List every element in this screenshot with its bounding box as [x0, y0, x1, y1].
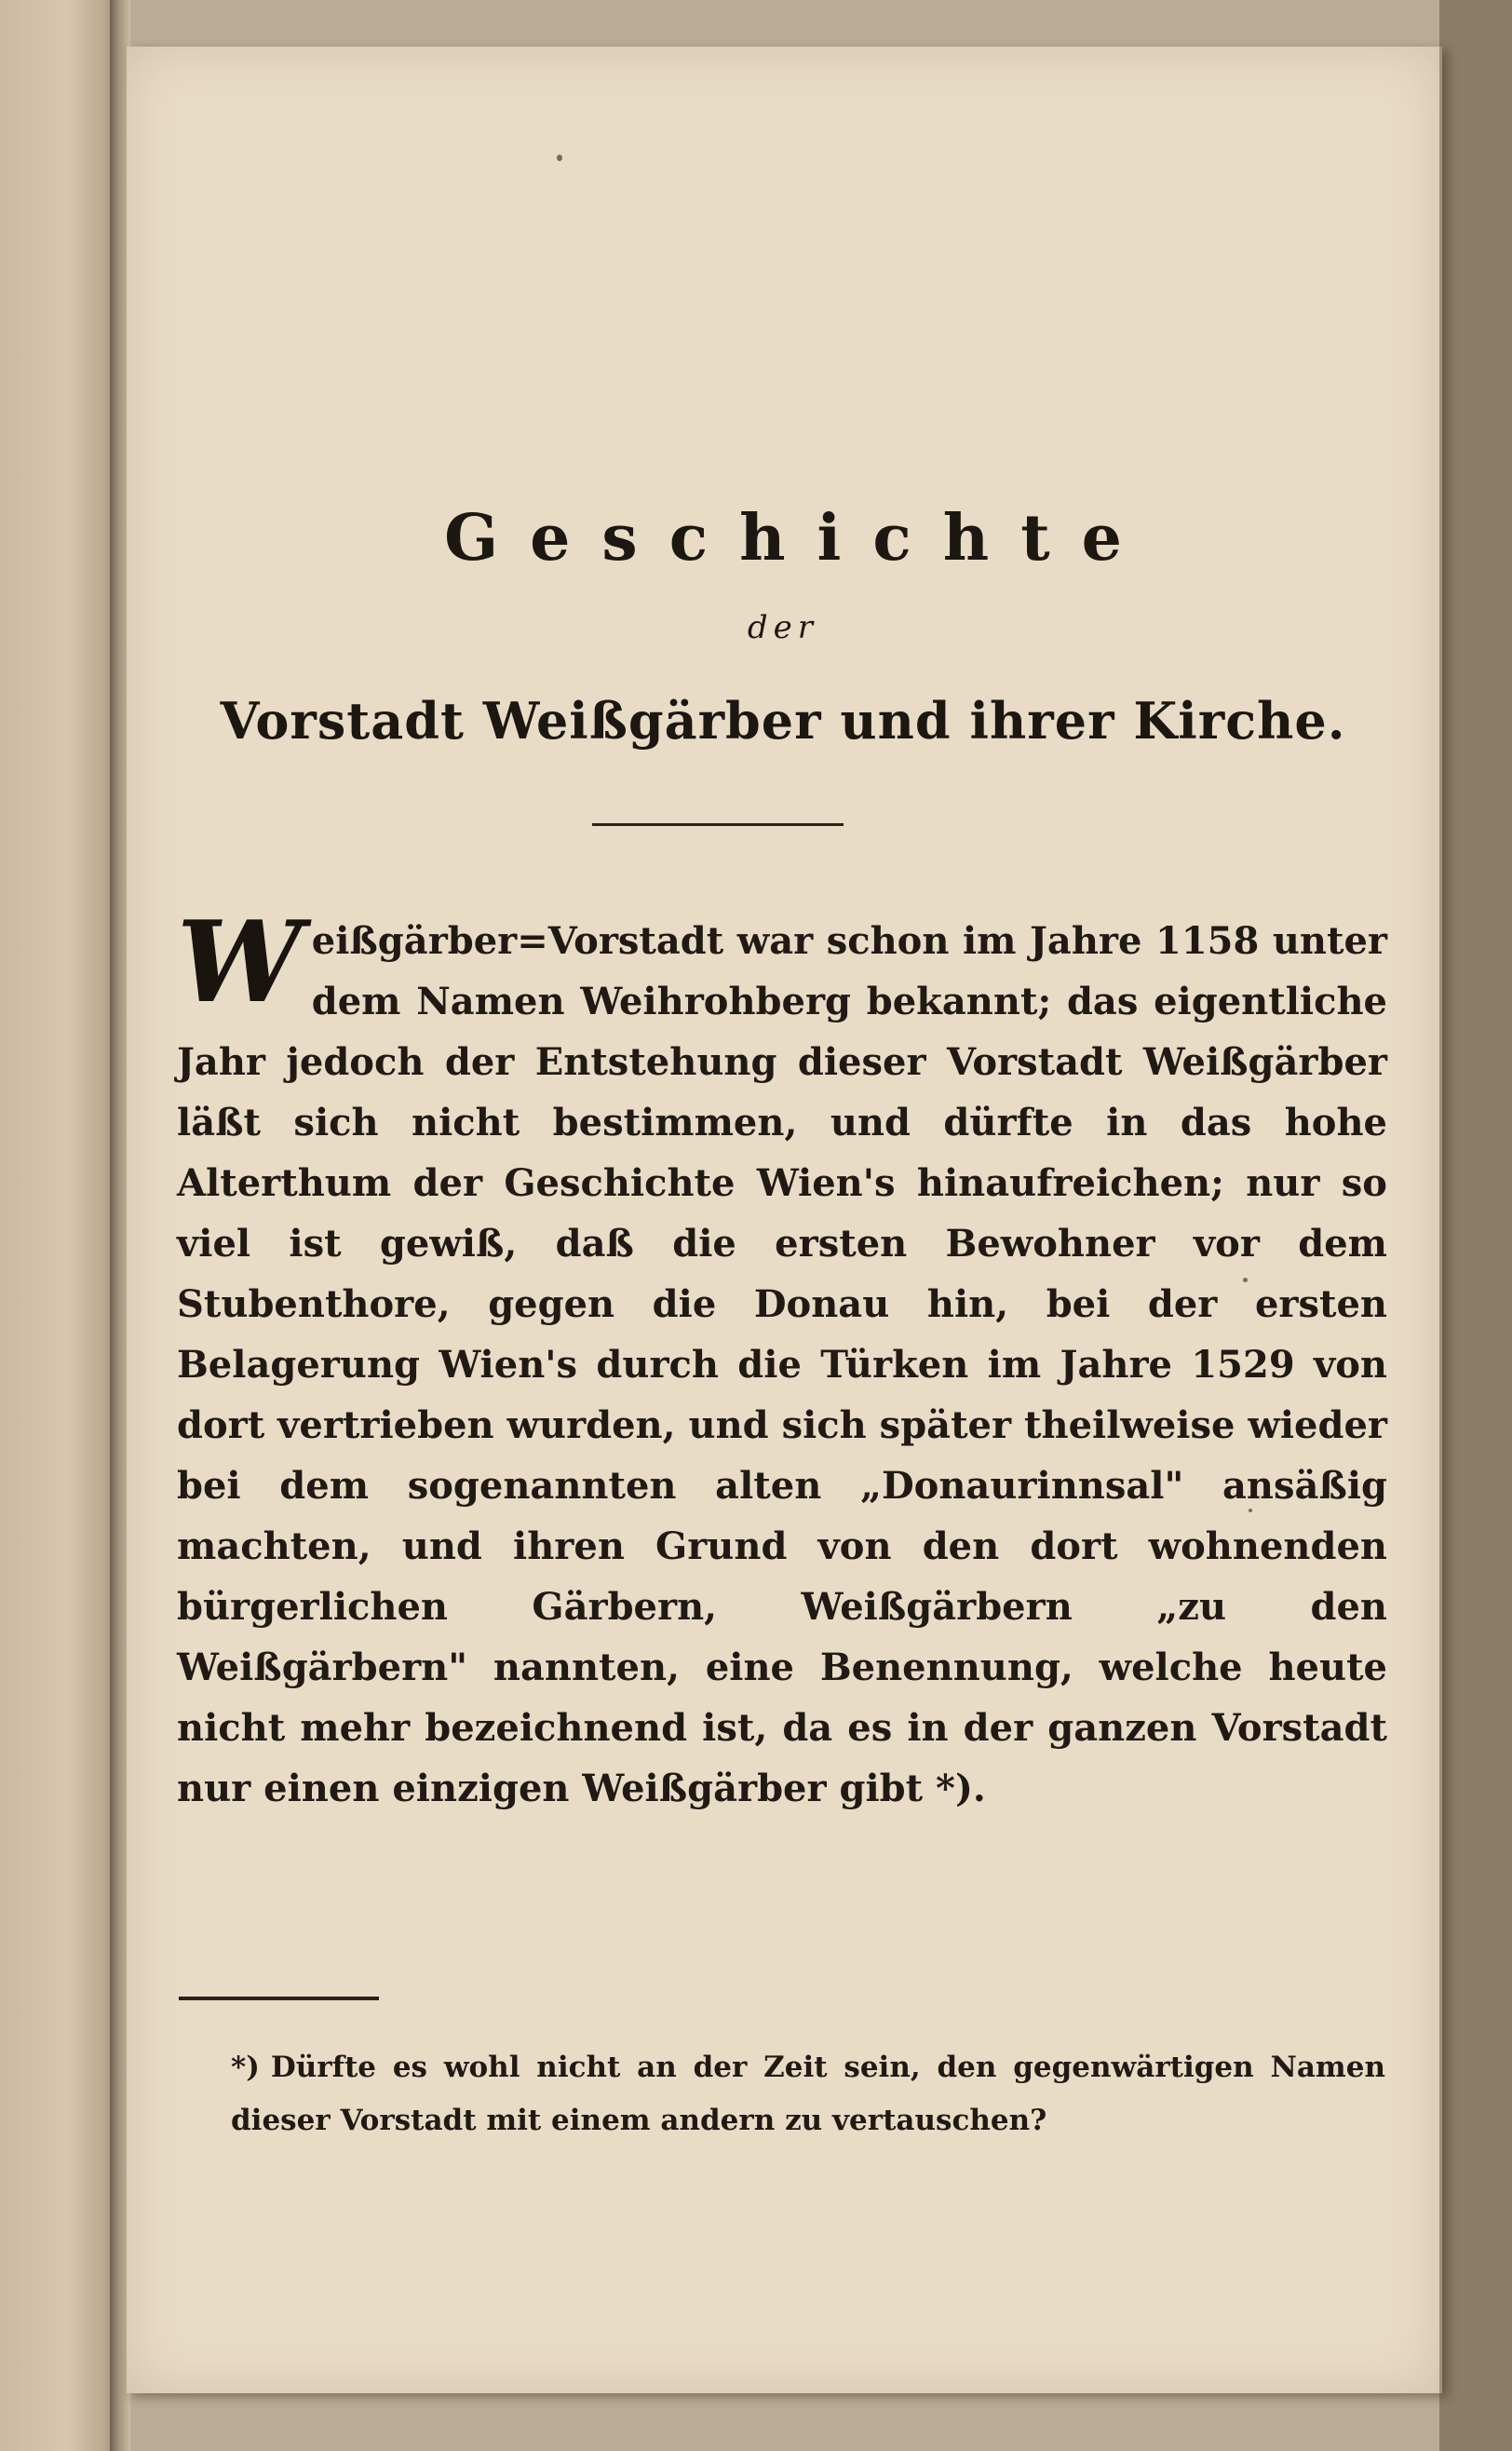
footnote — [231, 2041, 1385, 2147]
footnote-divider — [179, 1997, 379, 2000]
drop-cap: W — [177, 897, 303, 1028]
scan-background — [1439, 0, 1512, 2451]
body-text: eißgärber=Vorstadt war schon im Jahre 1158 unter dem Namen Weihrohberg bekannt; das eigentliche Jahr jedoch der Entstehung dieser Vorstadt Weißgärber läßt sich nicht bestimmen, und dürfte in das hohe Alterthum der Geschichte Wien's hinaufreichen; nur so viel ist gewiß, daß die ersten Bewohner vor dem Stubenthore, gegen die Donau hin, bei der ersten Belagerung Wien's durch die Türken im Jahre 1529 von dort vertrieben wurden, und sich später theilweise wieder bei dem sogenannten alten „Donaurinnsal" ansäßig machten, und ihren Grund von den dort wohnenden bürgerlichen Gärbern, Weißgärbern „zu den Weißgärbern" nannten, eine Benennung, welche heute nicht mehr bezeichnend ist, da es in der ganzen Vorstadt nur einen einzigen Weißgärber gibt *). — [177, 919, 1387, 1810]
title-divider — [592, 823, 844, 826]
book-page — [127, 47, 1442, 2393]
page-subtitle: Vorstadt Weißgärber und ihrer Kirche. — [220, 691, 1346, 751]
title-article: der — [747, 609, 819, 646]
facing-page — [0, 0, 123, 2451]
footnote-text: Dürfte es wohl nicht an der Zeit sein, den gegenwärtigen Namen dieser Vorstadt mit einem andern zu vertauschen? — [231, 2051, 1385, 2137]
footnote-marker: *) — [231, 2051, 260, 2084]
body-paragraph — [177, 897, 1387, 1819]
paper-speck — [557, 155, 562, 161]
page-title: Geschichte — [444, 501, 1154, 576]
